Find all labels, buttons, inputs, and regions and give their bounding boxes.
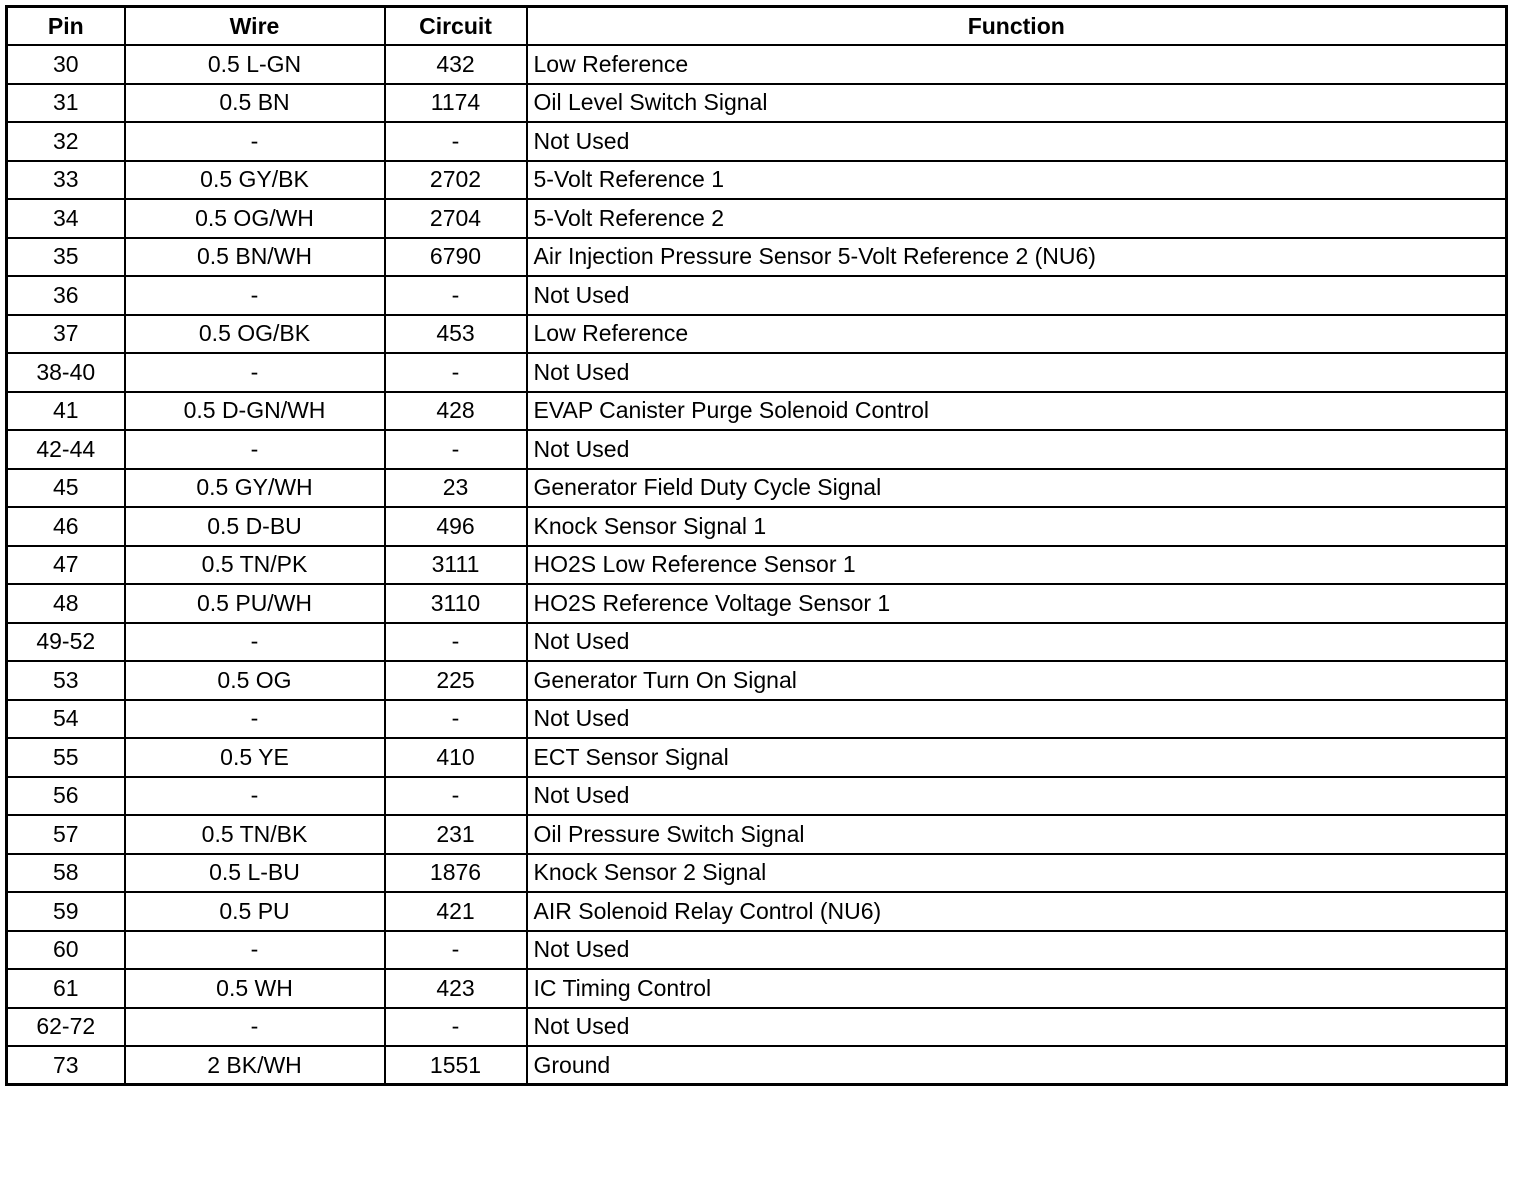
function-cell: HO2S Low Reference Sensor 1	[527, 546, 1507, 585]
circuit-cell: -	[385, 276, 527, 315]
function-cell: ECT Sensor Signal	[527, 738, 1507, 777]
function-cell: Not Used	[527, 353, 1507, 392]
wire-cell: 0.5 GY/WH	[125, 469, 385, 508]
wire-cell: 0.5 YE	[125, 738, 385, 777]
pin-cell: 36	[7, 276, 125, 315]
wire-cell: -	[125, 353, 385, 392]
table-row	[7, 931, 1507, 970]
wire-cell: -	[125, 276, 385, 315]
function-cell: Not Used	[527, 777, 1507, 816]
wire-cell: 2 BK/WH	[125, 1046, 385, 1085]
function-cell: Ground	[527, 1046, 1507, 1085]
table-row	[7, 199, 1507, 238]
pin-cell: 61	[7, 969, 125, 1008]
wire-cell: -	[125, 623, 385, 662]
pin-cell: 62-72	[7, 1008, 125, 1047]
wire-column-header: Wire	[125, 7, 385, 46]
table-row	[7, 84, 1507, 123]
function-cell: Not Used	[527, 623, 1507, 662]
circuit-cell: 231	[385, 815, 527, 854]
wire-cell: 0.5 PU	[125, 892, 385, 931]
table-row	[7, 623, 1507, 662]
wire-cell: 0.5 L-BU	[125, 854, 385, 893]
function-cell: Oil Level Switch Signal	[527, 84, 1507, 123]
circuit-cell: 1551	[385, 1046, 527, 1085]
table-row	[7, 584, 1507, 623]
wire-cell: 0.5 GY/BK	[125, 161, 385, 200]
wire-cell: -	[125, 1008, 385, 1047]
wire-cell: 0.5 BN	[125, 84, 385, 123]
function-cell: Air Injection Pressure Sensor 5-Volt Reference 2 (NU6)	[527, 238, 1507, 277]
function-cell: AIR Solenoid Relay Control (NU6)	[527, 892, 1507, 931]
table-row	[7, 854, 1507, 893]
circuit-cell: -	[385, 430, 527, 469]
pin-cell: 30	[7, 45, 125, 84]
circuit-cell: 410	[385, 738, 527, 777]
table-row	[7, 815, 1507, 854]
function-cell: Not Used	[527, 430, 1507, 469]
pin-column-header: Pin	[7, 7, 125, 46]
pin-cell: 73	[7, 1046, 125, 1085]
function-column-header: Function	[527, 7, 1507, 46]
wire-cell: 0.5 D-BU	[125, 507, 385, 546]
function-cell: Not Used	[527, 700, 1507, 739]
pin-cell: 33	[7, 161, 125, 200]
pin-cell: 34	[7, 199, 125, 238]
wire-cell: 0.5 OG/WH	[125, 199, 385, 238]
pin-cell: 56	[7, 777, 125, 816]
function-cell: Generator Turn On Signal	[527, 661, 1507, 700]
wire-cell: -	[125, 122, 385, 161]
function-cell: Low Reference	[527, 45, 1507, 84]
function-cell: 5-Volt Reference 1	[527, 161, 1507, 200]
table-row	[7, 507, 1507, 546]
table-row	[7, 276, 1507, 315]
circuit-cell: 23	[385, 469, 527, 508]
circuit-cell: 3110	[385, 584, 527, 623]
wire-cell: 0.5 BN/WH	[125, 238, 385, 277]
circuit-cell: -	[385, 931, 527, 970]
function-cell: Generator Field Duty Cycle Signal	[527, 469, 1507, 508]
pin-cell: 46	[7, 507, 125, 546]
pin-cell: 48	[7, 584, 125, 623]
function-cell: IC Timing Control	[527, 969, 1507, 1008]
table-row	[7, 353, 1507, 392]
pin-cell: 42-44	[7, 430, 125, 469]
table-row	[7, 45, 1507, 84]
circuit-cell: -	[385, 700, 527, 739]
wire-cell: 0.5 TN/PK	[125, 546, 385, 585]
function-cell: HO2S Reference Voltage Sensor 1	[527, 584, 1507, 623]
function-cell: Low Reference	[527, 315, 1507, 354]
table-row	[7, 700, 1507, 739]
circuit-cell: 2702	[385, 161, 527, 200]
function-cell: Knock Sensor Signal 1	[527, 507, 1507, 546]
table-row	[7, 430, 1507, 469]
pin-cell: 60	[7, 931, 125, 970]
function-cell: Not Used	[527, 931, 1507, 970]
pin-cell: 47	[7, 546, 125, 585]
function-cell: EVAP Canister Purge Solenoid Control	[527, 392, 1507, 431]
circuit-column-header: Circuit	[385, 7, 527, 46]
table-row	[7, 1008, 1507, 1047]
circuit-cell: -	[385, 777, 527, 816]
pin-cell: 37	[7, 315, 125, 354]
function-cell: Oil Pressure Switch Signal	[527, 815, 1507, 854]
wire-cell: 0.5 TN/BK	[125, 815, 385, 854]
circuit-cell: 423	[385, 969, 527, 1008]
circuit-cell: 6790	[385, 238, 527, 277]
function-cell: Not Used	[527, 122, 1507, 161]
table-row	[7, 546, 1507, 585]
pin-cell: 38-40	[7, 353, 125, 392]
table-row	[7, 122, 1507, 161]
circuit-cell: 2704	[385, 199, 527, 238]
wire-cell: 0.5 L-GN	[125, 45, 385, 84]
circuit-cell: 496	[385, 507, 527, 546]
function-cell: Not Used	[527, 276, 1507, 315]
pin-cell: 53	[7, 661, 125, 700]
circuit-cell: 428	[385, 392, 527, 431]
wire-cell: -	[125, 777, 385, 816]
table-row	[7, 315, 1507, 354]
circuit-cell: 421	[385, 892, 527, 931]
table-row	[7, 392, 1507, 431]
wire-cell: 0.5 WH	[125, 969, 385, 1008]
wire-cell: 0.5 PU/WH	[125, 584, 385, 623]
pin-cell: 41	[7, 392, 125, 431]
circuit-cell: -	[385, 623, 527, 662]
pin-cell: 55	[7, 738, 125, 777]
table-row	[7, 661, 1507, 700]
circuit-cell: 225	[385, 661, 527, 700]
pin-cell: 49-52	[7, 623, 125, 662]
connector-pinout-table	[5, 5, 1508, 1086]
wire-cell: 0.5 OG	[125, 661, 385, 700]
pin-cell: 45	[7, 469, 125, 508]
pin-cell: 31	[7, 84, 125, 123]
function-cell: 5-Volt Reference 2	[527, 199, 1507, 238]
circuit-cell: 432	[385, 45, 527, 84]
table-row	[7, 161, 1507, 200]
circuit-cell: -	[385, 122, 527, 161]
pin-cell: 35	[7, 238, 125, 277]
table-row	[7, 969, 1507, 1008]
function-cell: Not Used	[527, 1008, 1507, 1047]
circuit-cell: 1876	[385, 854, 527, 893]
pin-cell: 32	[7, 122, 125, 161]
table-row	[7, 892, 1507, 931]
wire-cell: -	[125, 931, 385, 970]
wire-cell: -	[125, 700, 385, 739]
circuit-cell: -	[385, 1008, 527, 1047]
circuit-cell: 3111	[385, 546, 527, 585]
pin-cell: 58	[7, 854, 125, 893]
pin-cell: 57	[7, 815, 125, 854]
wire-cell: 0.5 D-GN/WH	[125, 392, 385, 431]
circuit-cell: 1174	[385, 84, 527, 123]
table-row	[7, 238, 1507, 277]
header-row	[7, 7, 1507, 46]
circuit-cell: 453	[385, 315, 527, 354]
pin-cell: 54	[7, 700, 125, 739]
wire-cell: -	[125, 430, 385, 469]
wire-cell: 0.5 OG/BK	[125, 315, 385, 354]
function-cell: Knock Sensor 2 Signal	[527, 854, 1507, 893]
table-body	[7, 45, 1507, 1085]
table-row	[7, 1046, 1507, 1085]
table-row	[7, 777, 1507, 816]
table-row	[7, 738, 1507, 777]
circuit-cell: -	[385, 353, 527, 392]
table-row	[7, 469, 1507, 508]
pin-cell: 59	[7, 892, 125, 931]
